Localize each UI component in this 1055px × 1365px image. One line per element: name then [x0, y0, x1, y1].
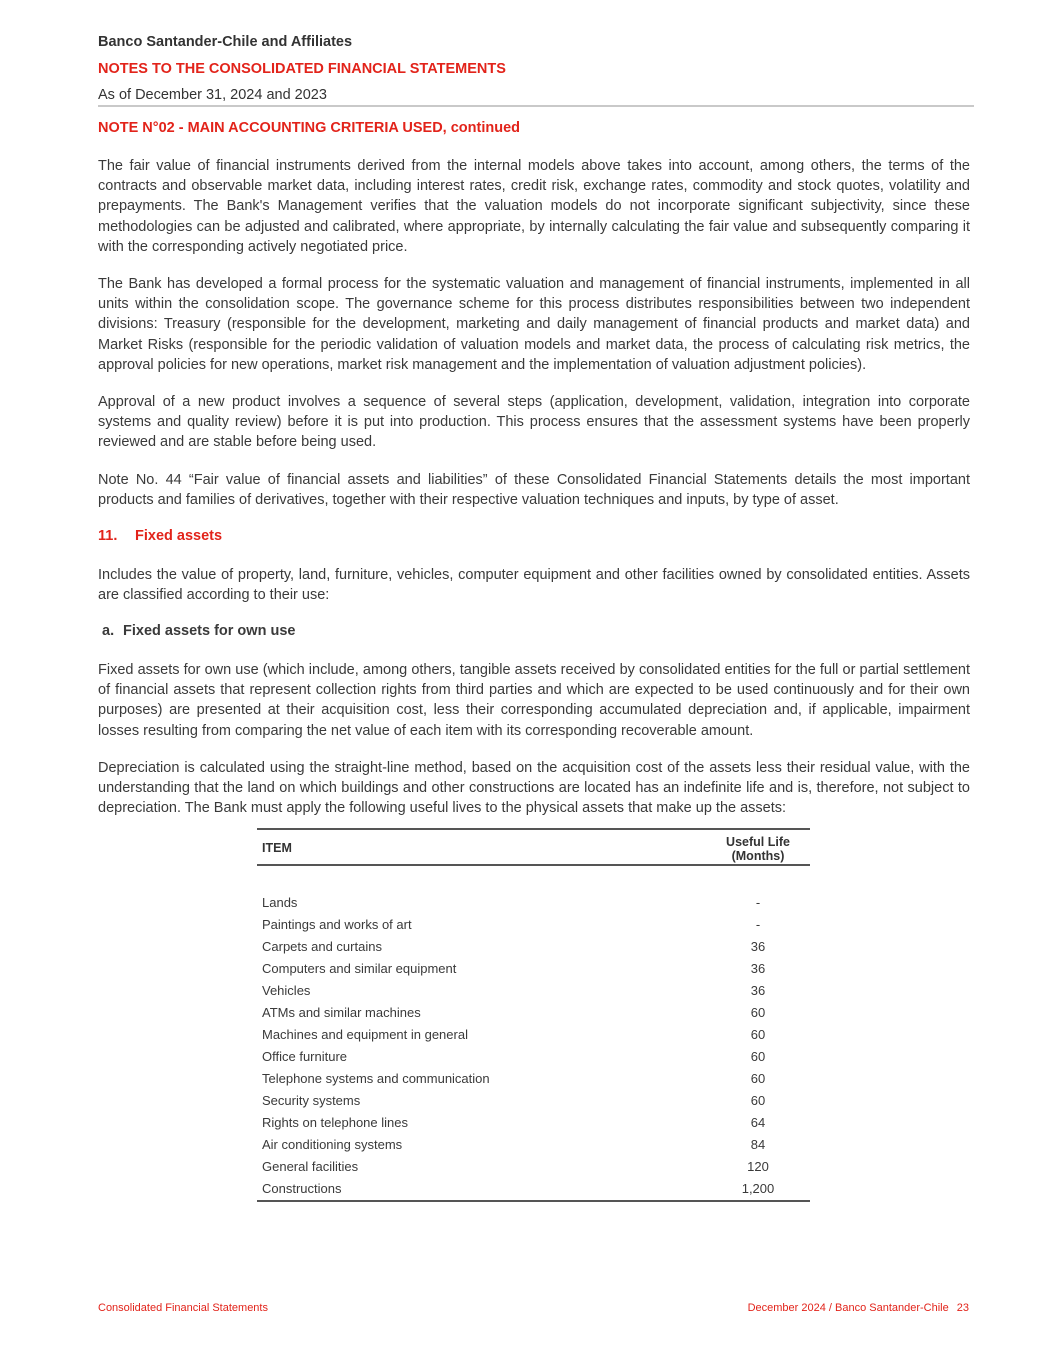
- row-item: Machines and equipment in general: [262, 1027, 468, 1042]
- paragraph-fair-value: The fair value of financial instruments derived from the internal models above takes into account, among others, the terms of the contracts and observable market data, including interest rates, credit risk, exchange rates, commodity and stock quotes, volatility and prepayments. The Bank's Management verifies that the valuation models do not incorporate significant subjectivity, since these methodologies can be adjusted and calibrated, where appropriate, by internally calculating the fair value and subsequently comparing it with the corresponding actively negotiated price.: [98, 158, 970, 255]
- section-number: 11.: [98, 528, 118, 544]
- row-item: Telephone systems and communication: [262, 1071, 490, 1086]
- notes-title: NOTES TO THE CONSOLIDATED FINANCIAL STATEMENTS: [98, 61, 506, 77]
- paragraph-product-approval: Approval of a new product involves a sequence of several steps (application, development, validation, integration into corporate systems and quality review) before it is put into production. This process ensures that the assessment systems have been properly reviewed and are stable before being used.: [98, 394, 970, 451]
- row-item: Air conditioning systems: [262, 1137, 403, 1152]
- table-body: [257, 866, 810, 1200]
- table-row: [257, 1112, 810, 1134]
- footer-date-company: [748, 1302, 969, 1314]
- row-months: 36: [750, 983, 766, 998]
- row-item: Paintings and works of art: [262, 917, 412, 932]
- table-row: [257, 958, 810, 980]
- table-row: [257, 1134, 810, 1156]
- paragraph-note-44: Note No. 44 “Fair value of financial assets and liabilities” of these Consolidated Financial Statements details the most important products and families of derivatives, together with their respective valuation techniques and inputs, by type of asset.: [98, 472, 970, 509]
- row-item: Constructions: [262, 1181, 342, 1196]
- useful-life-table: [257, 828, 810, 1202]
- header-divider: [98, 105, 974, 107]
- table-row: [257, 1002, 810, 1024]
- table-row: [257, 914, 810, 936]
- table-row: [257, 1068, 810, 1090]
- table-row: [257, 1024, 810, 1046]
- table-row: [257, 1046, 810, 1068]
- row-months: 64: [750, 1115, 766, 1130]
- paragraph-own-use: Fixed assets for own use (which include, among others, tangible assets received by consolidated entities for the full or partial settlement of financial assets that represent collection rights from third parties and which are expected to be used continuously and for their own purposes) are presented at their acquisition cost, less their corresponding accumulated depreciation and, if applicable, impairment losses resulting from comparing the net value of each item with its corresponding recoverable amount.: [98, 662, 970, 739]
- row-item: General facilities: [262, 1159, 359, 1174]
- row-months: 60: [750, 1005, 766, 1020]
- as-of-date: As of December 31, 2024 and 2023: [98, 87, 327, 103]
- table-row: [257, 892, 810, 914]
- row-item: Vehicles: [262, 983, 311, 998]
- row-months: 120: [747, 1159, 769, 1174]
- table-bottom-rule: [257, 1200, 810, 1202]
- row-item: Rights on telephone lines: [262, 1115, 408, 1130]
- row-months: 36: [750, 961, 766, 976]
- row-months: 84: [750, 1137, 766, 1152]
- section-heading-fixed-assets: [98, 528, 222, 544]
- footer-date-label: December 2024 / Banco Santander-Chile: [747, 1302, 949, 1314]
- row-item: Office furniture: [262, 1049, 348, 1064]
- row-months: -: [755, 895, 761, 910]
- row-months: -: [755, 917, 761, 932]
- note-heading: NOTE N°02 - MAIN ACCOUNTING CRITERIA USED, continued: [98, 120, 521, 136]
- paragraph-valuation-process: The Bank has developed a formal process for the systematic valuation and management of financial instruments, implemented in all units within the consolidation scope. The governance scheme for this process distributes responsibilities between two independent divisions: Treasury (responsible for the development, marketing and daily management of financial products and market data) and Market Risks (responsible for the periodic validation of valuation models and market data, the process of calculating risk metrics, the approval policies for new operations, market risk management and the implementation of valuation adjustment policies).: [98, 276, 970, 373]
- row-months: 60: [750, 1027, 766, 1042]
- row-item: ATMs and similar machines: [262, 1005, 421, 1020]
- table-row: [257, 980, 810, 1002]
- subsection-title: Fixed assets for own use: [123, 623, 296, 639]
- table-row: [257, 1156, 810, 1178]
- table-row: [257, 1090, 810, 1112]
- row-months: 1,200: [741, 1181, 775, 1196]
- column-header-item: ITEM: [262, 841, 292, 855]
- row-months: 60: [750, 1071, 766, 1086]
- subsection-heading-own-use: [102, 623, 295, 639]
- paragraph-includes: Includes the value of property, land, furniture, vehicles, computer equipment and other facilities owned by consolidated entities. Assets are classified according to their use:: [98, 567, 970, 604]
- paragraph-depreciation: Depreciation is calculated using the straight-line method, based on the acquisition cost of the assets less their residual value, with the understanding that the land on which buildings and other constructions are located has an indefinite life and is, therefore, not subject to depreciation. The Bank must apply the following useful lives to the physical assets that make up the assets:: [98, 760, 970, 817]
- row-item: Carpets and curtains: [262, 939, 382, 954]
- section-title: Fixed assets: [135, 528, 223, 544]
- page-number: 23: [956, 1302, 969, 1314]
- subsection-letter: a.: [102, 623, 115, 639]
- row-months: 36: [750, 939, 766, 954]
- row-months: 60: [750, 1049, 766, 1064]
- column-header-useful-life: Useful Life (Months): [726, 835, 790, 863]
- row-item: Lands: [262, 895, 298, 910]
- row-item: Security systems: [262, 1093, 361, 1108]
- table-row: [257, 1178, 810, 1200]
- table-header: [257, 830, 810, 864]
- row-item: Computers and similar equipment: [262, 961, 457, 976]
- footer-document-title: Consolidated Financial Statements: [98, 1302, 268, 1314]
- company-name: Banco Santander-Chile and Affiliates: [98, 34, 353, 50]
- row-months: 60: [750, 1093, 766, 1108]
- table-row: [257, 936, 810, 958]
